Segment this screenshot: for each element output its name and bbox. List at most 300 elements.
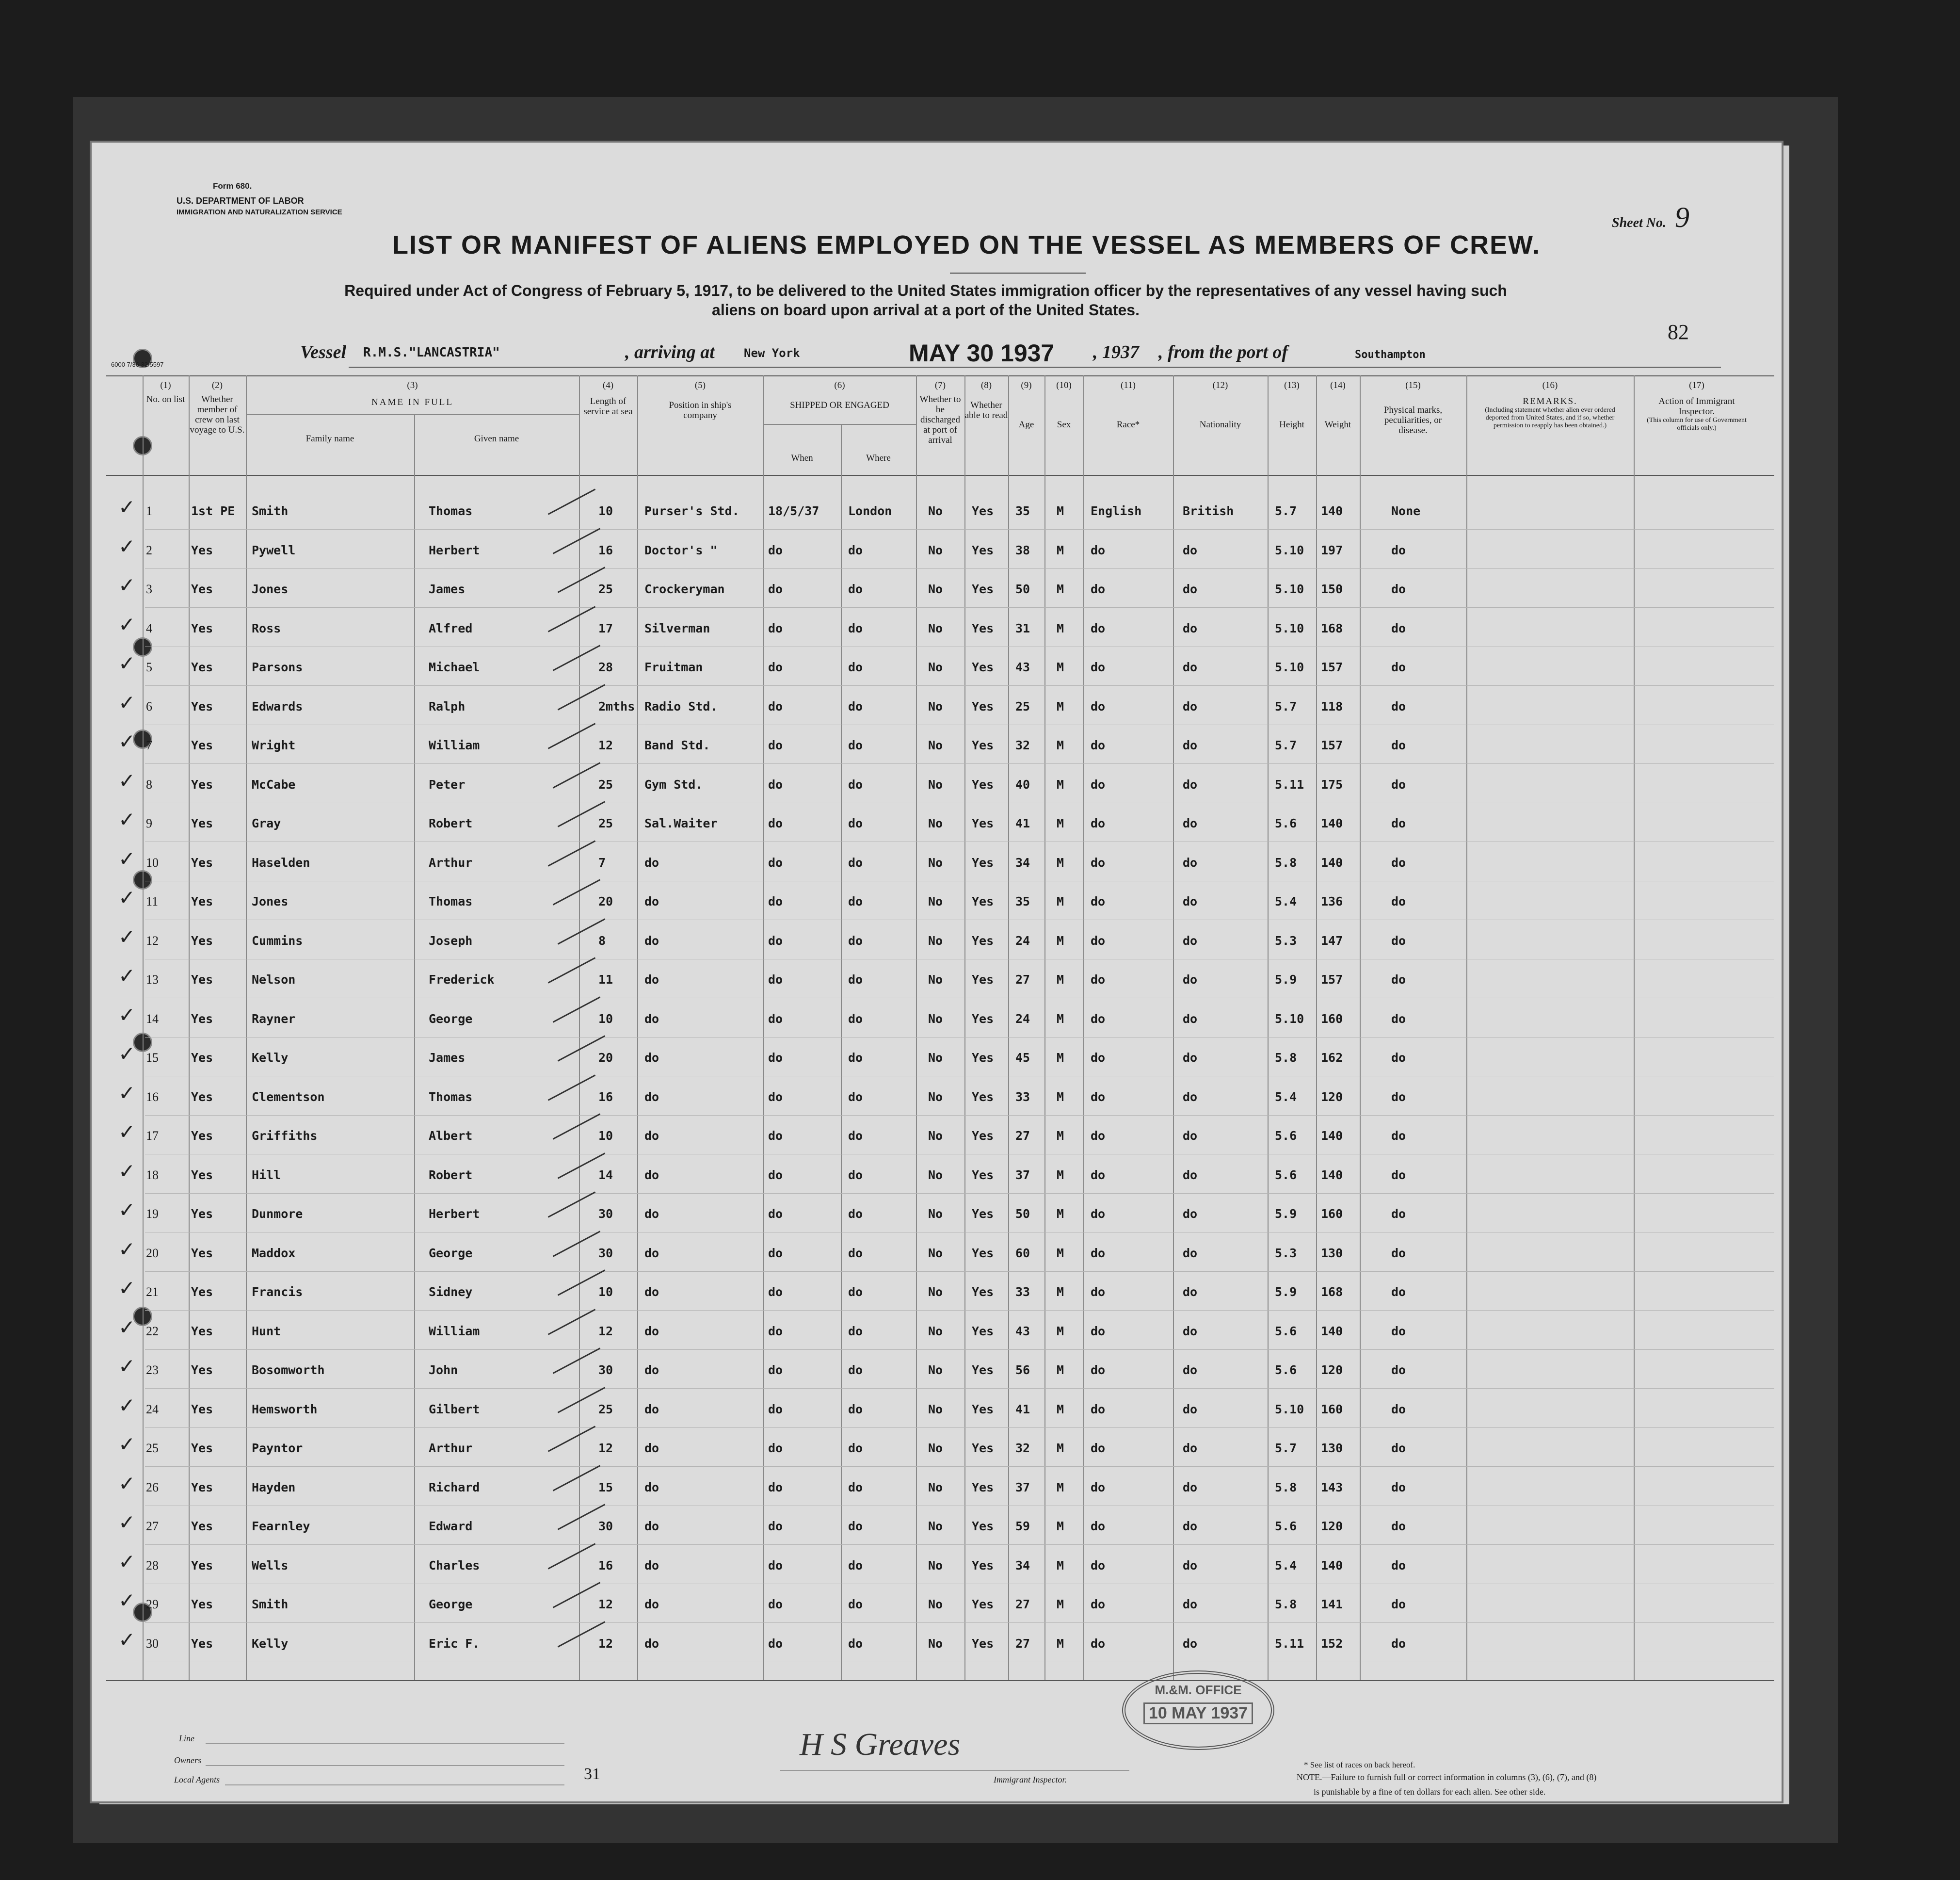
family-name-cell: Smith	[252, 504, 289, 518]
shipped-where-cell: do	[848, 777, 863, 792]
position-cell: Radio Std.	[644, 699, 718, 713]
weight-cell: 136	[1321, 894, 1343, 908]
col7-label: Whether to be discharged at port of arrival	[919, 394, 961, 445]
column-rule	[1083, 375, 1084, 1680]
nationality-cell: do	[1183, 1402, 1198, 1416]
weight-cell: 157	[1321, 738, 1343, 752]
physical-marks-cell: do	[1391, 816, 1406, 830]
discharged-cell: No	[928, 1363, 943, 1377]
col1-number: (1)	[160, 380, 171, 390]
shipped-when-cell: do	[768, 1246, 783, 1260]
nationality-cell: do	[1183, 582, 1198, 596]
row-number: 10	[146, 855, 159, 870]
nationality-cell: do	[1183, 1246, 1198, 1260]
race-cell: do	[1091, 972, 1106, 987]
able-to-read-cell: Yes	[972, 738, 994, 752]
shipped-where-cell: do	[848, 621, 863, 635]
col17-label: Action of Immigrant Inspector.	[1658, 396, 1735, 417]
nationality-cell: do	[1183, 1089, 1198, 1104]
service-length-cell: 25	[598, 1402, 613, 1416]
pen-stroke-mark	[553, 645, 601, 671]
physical-marks-cell: do	[1391, 894, 1406, 908]
discharged-cell: No	[928, 504, 943, 518]
inspector-label: Immigrant Inspector.	[994, 1775, 1067, 1784]
position-cell: Gym Std.	[644, 777, 703, 792]
age-cell: 25	[1015, 699, 1030, 713]
service-length-cell: 16	[598, 1089, 613, 1104]
col9-number: (9)	[1021, 380, 1032, 390]
discharged-cell: No	[928, 816, 943, 830]
race-cell: do	[1091, 1441, 1106, 1455]
physical-marks-cell: do	[1391, 1011, 1406, 1026]
nationality-cell: do	[1183, 1207, 1198, 1221]
sheet-label: Sheet No.	[1612, 215, 1666, 230]
given-name-cell: Arthur	[429, 855, 473, 870]
shipped-where-cell: do	[848, 1011, 863, 1026]
weight-cell: 147	[1321, 933, 1343, 948]
position-cell: Silverman	[644, 621, 710, 635]
races-note: * See list of races on back hereof.	[1304, 1760, 1415, 1769]
nationality-cell: do	[1183, 1011, 1198, 1026]
age-cell: 33	[1015, 1285, 1030, 1299]
age-cell: 24	[1015, 933, 1030, 948]
shipped-when-cell: do	[768, 1207, 783, 1221]
given-name-cell: Herbert	[429, 543, 480, 557]
weight-cell: 143	[1321, 1480, 1343, 1494]
row-number: 24	[146, 1402, 159, 1416]
col2-label: Whether member of crew on last voyage to U.S.	[190, 394, 245, 435]
shipped-where-cell: do	[848, 972, 863, 987]
row-rule	[145, 1427, 1774, 1428]
signature-rule	[780, 1770, 1129, 1771]
discharged-cell: No	[928, 1207, 943, 1221]
col14-number: (14)	[1330, 380, 1346, 390]
col6-where-header: Where	[866, 453, 891, 463]
weight-cell: 168	[1321, 621, 1343, 635]
discharged-cell: No	[928, 1402, 943, 1416]
stamp-line-1: M.&M. OFFICE	[1155, 1683, 1242, 1697]
pen-stroke-mark	[553, 996, 601, 1022]
able-to-read-cell: Yes	[972, 1246, 994, 1260]
height-cell: 5.6	[1275, 816, 1297, 830]
age-cell: 35	[1015, 894, 1030, 908]
col3-family-header: Family name	[305, 434, 354, 444]
owners-label: Owners	[174, 1755, 202, 1765]
col4-header	[579, 380, 637, 417]
family-name-cell: Hunt	[252, 1324, 281, 1338]
title-rule	[950, 273, 1086, 274]
family-name-cell: McCabe	[252, 777, 296, 792]
pen-stroke-mark	[548, 1191, 596, 1217]
weight-cell: 140	[1321, 1558, 1343, 1572]
shipped-where-cell: do	[848, 1402, 863, 1416]
col14-header	[1316, 380, 1360, 430]
pen-stroke-mark	[548, 488, 596, 515]
shipped-when-cell: do	[768, 1363, 783, 1377]
position-cell: do	[644, 1207, 659, 1221]
age-cell: 56	[1015, 1363, 1030, 1377]
service-length-cell: 15	[598, 1480, 613, 1494]
physical-marks-cell: do	[1391, 1519, 1406, 1533]
shipped-when-cell: do	[768, 1167, 783, 1182]
col10-number: (10)	[1056, 380, 1072, 390]
last-voyage-cell: Yes	[191, 699, 213, 713]
able-to-read-cell: Yes	[972, 1285, 994, 1299]
department: U.S. DEPARTMENT OF LABOR	[177, 196, 304, 206]
last-voyage-cell: Yes	[191, 1246, 213, 1260]
col17-number: (17)	[1689, 380, 1704, 390]
height-cell: 5.10	[1275, 621, 1304, 635]
position-cell: do	[644, 1441, 659, 1455]
col11-number: (11)	[1121, 380, 1136, 390]
age-cell: 34	[1015, 855, 1030, 870]
sex-cell: M	[1057, 1636, 1064, 1651]
line-rule	[206, 1743, 564, 1744]
service-length-cell: 20	[598, 894, 613, 908]
col7-number: (7)	[934, 380, 946, 390]
shipped-when-cell: 18/5/37	[768, 504, 819, 518]
family-name-cell: Payntor	[252, 1441, 303, 1455]
inspector-signature: H S Greaves	[800, 1727, 961, 1762]
height-cell: 5.8	[1275, 1480, 1297, 1494]
check-mark-icon: ✓	[118, 1081, 136, 1105]
nationality-cell: do	[1183, 543, 1198, 557]
row-number: 29	[146, 1597, 159, 1611]
sex-cell: M	[1057, 1519, 1064, 1533]
height-cell: 5.7	[1275, 504, 1297, 518]
physical-marks-cell: do	[1391, 1597, 1406, 1611]
check-mark-icon: ✓	[118, 534, 136, 558]
table-header-rule	[106, 475, 1774, 476]
weight-cell: 141	[1321, 1597, 1343, 1611]
row-number: 6	[146, 699, 152, 713]
service-length-cell: 12	[598, 1324, 613, 1338]
discharged-cell: No	[928, 1558, 943, 1572]
shipped-when-cell: do	[768, 1051, 783, 1065]
physical-marks-cell: do	[1391, 1089, 1406, 1104]
sex-cell: M	[1057, 1246, 1064, 1260]
sex-cell: M	[1057, 777, 1064, 792]
discharged-cell: No	[928, 1285, 943, 1299]
shipped-where-cell: do	[848, 660, 863, 674]
row-rule	[145, 1271, 1774, 1272]
physical-marks-cell: do	[1391, 582, 1406, 596]
family-name-cell: Maddox	[252, 1246, 296, 1260]
row-number: 27	[146, 1519, 159, 1533]
able-to-read-cell: Yes	[972, 1597, 994, 1611]
shipped-where-cell: do	[848, 1285, 863, 1299]
check-mark-icon: ✓	[118, 924, 136, 949]
physical-marks-cell: do	[1391, 660, 1406, 674]
height-cell: 5.10	[1275, 582, 1304, 596]
shipped-when-cell: do	[768, 855, 783, 870]
service-length-cell: 14	[598, 1167, 613, 1182]
discharged-cell: No	[928, 699, 943, 713]
able-to-read-cell: Yes	[972, 855, 994, 870]
service-length-cell: 30	[598, 1363, 613, 1377]
column-rule	[1008, 375, 1009, 1680]
family-name-cell: Hill	[252, 1167, 281, 1182]
weight-cell: 130	[1321, 1246, 1343, 1260]
race-cell: do	[1091, 582, 1106, 596]
family-name-cell: Haselden	[252, 855, 310, 870]
check-mark-icon: ✓	[118, 1354, 136, 1378]
col12-header	[1173, 380, 1268, 430]
last-voyage-cell: Yes	[191, 1011, 213, 1026]
row-number: 22	[146, 1324, 159, 1338]
nationality-cell: do	[1183, 699, 1198, 713]
row-number: 9	[146, 816, 152, 830]
row-rule	[145, 1115, 1774, 1116]
service-length-cell: 7	[598, 855, 606, 870]
check-mark-icon: ✓	[118, 612, 136, 636]
last-voyage-cell: Yes	[191, 1597, 213, 1611]
shipped-where-cell: do	[848, 1441, 863, 1455]
nationality-cell: do	[1183, 1324, 1198, 1338]
last-voyage-cell: Yes	[191, 1167, 213, 1182]
able-to-read-cell: Yes	[972, 543, 994, 557]
last-voyage-cell: Yes	[191, 1519, 213, 1533]
col3-header	[246, 380, 579, 407]
nationality-cell: do	[1183, 660, 1198, 674]
discharged-cell: No	[928, 1167, 943, 1182]
col6-header	[763, 380, 916, 410]
column-rule	[1634, 375, 1635, 1680]
given-name-cell: Alfred	[429, 621, 473, 635]
sex-cell: M	[1057, 582, 1064, 596]
last-voyage-cell: Yes	[191, 621, 213, 635]
line-label: Line	[179, 1734, 195, 1743]
given-name-cell: Charles	[429, 1558, 480, 1572]
check-mark-icon: ✓	[118, 495, 136, 519]
given-name-cell: Albert	[429, 1129, 473, 1143]
shipped-where-cell: do	[848, 699, 863, 713]
shipped-where-cell: do	[848, 1051, 863, 1065]
shipped-where-cell: do	[848, 1207, 863, 1221]
discharged-cell: No	[928, 1129, 943, 1143]
nationality-cell: do	[1183, 621, 1198, 635]
shipped-when-cell: do	[768, 1597, 783, 1611]
given-name-cell: Frederick	[429, 972, 495, 987]
race-cell: do	[1091, 1011, 1106, 1026]
family-name-cell: Dunmore	[252, 1207, 303, 1221]
sex-cell: M	[1057, 504, 1064, 518]
col15-number: (15)	[1405, 380, 1421, 390]
pen-stroke-mark	[548, 1426, 596, 1452]
given-name-cell: Michael	[429, 660, 480, 674]
discharged-cell: No	[928, 1011, 943, 1026]
position-cell: do	[644, 1051, 659, 1065]
physical-marks-cell: do	[1391, 1558, 1406, 1572]
able-to-read-cell: Yes	[972, 1129, 994, 1143]
last-voyage-cell: Yes	[191, 855, 213, 870]
given-name-cell: Herbert	[429, 1207, 480, 1221]
age-cell: 27	[1015, 1636, 1030, 1651]
given-name-cell: George	[429, 1246, 473, 1260]
service-length-cell: 25	[598, 816, 613, 830]
sex-cell: M	[1057, 1089, 1064, 1104]
row-number: 5	[146, 660, 152, 674]
column-rule	[637, 375, 638, 1680]
last-voyage-cell: Yes	[191, 1324, 213, 1338]
last-voyage-cell: Yes	[191, 972, 213, 987]
pen-stroke-mark	[553, 1582, 601, 1608]
last-voyage-cell: Yes	[191, 1363, 213, 1377]
pen-stroke-mark	[553, 879, 601, 905]
discharged-cell: No	[928, 1480, 943, 1494]
weight-cell: 168	[1321, 1285, 1343, 1299]
position-cell: do	[644, 1246, 659, 1260]
given-name-cell: Edward	[429, 1519, 473, 1533]
nationality-cell: do	[1183, 1636, 1198, 1651]
age-cell: 32	[1015, 1441, 1030, 1455]
position-cell: Purser's Std.	[644, 504, 739, 518]
able-to-read-cell: Yes	[972, 1167, 994, 1182]
sex-cell: M	[1057, 1480, 1064, 1494]
shipped-when-cell: do	[768, 543, 783, 557]
sex-cell: M	[1057, 894, 1064, 908]
nationality-cell: British	[1183, 504, 1234, 518]
pen-stroke-mark	[553, 528, 601, 554]
given-name-cell: Sidney	[429, 1285, 473, 1299]
weight-cell: 140	[1321, 816, 1343, 830]
shipped-when-cell: do	[768, 1324, 783, 1338]
age-cell: 33	[1015, 1089, 1030, 1104]
discharged-cell: No	[928, 1441, 943, 1455]
age-cell: 37	[1015, 1167, 1030, 1182]
service-length-cell: 2mths	[598, 699, 635, 713]
weight-cell: 197	[1321, 543, 1343, 557]
given-name-cell: Robert	[429, 816, 473, 830]
position-cell: Fruitman	[644, 660, 703, 674]
nationality-cell: do	[1183, 1285, 1198, 1299]
family-name-cell: Jones	[252, 582, 289, 596]
shipped-when-cell: do	[768, 1441, 783, 1455]
shipped-when-cell: do	[768, 699, 783, 713]
position-cell: do	[644, 1363, 659, 1377]
able-to-read-cell: Yes	[972, 504, 994, 518]
race-cell: do	[1091, 1285, 1106, 1299]
given-name-cell: William	[429, 738, 480, 752]
col6-label: SHIPPED OR ENGAGED	[790, 400, 889, 410]
service-length-cell: 10	[598, 1011, 613, 1026]
height-cell: 5.11	[1275, 777, 1304, 792]
vessel-line-rule	[349, 367, 1721, 368]
sex-cell: M	[1057, 1167, 1064, 1182]
column-rule	[1044, 375, 1045, 1680]
position-cell: Sal.Waiter	[644, 816, 718, 830]
position-cell: do	[644, 1011, 659, 1026]
shipped-when-cell: do	[768, 972, 783, 987]
weight-cell: 140	[1321, 504, 1343, 518]
position-cell: do	[644, 1167, 659, 1182]
row-number: 12	[146, 933, 159, 948]
note-line-1: NOTE.—Failure to furnish full or correct information in columns (3), (6), (7), and (8)	[1297, 1772, 1597, 1782]
row-rule	[145, 607, 1774, 608]
row-number: 18	[146, 1167, 159, 1182]
able-to-read-cell: Yes	[972, 1558, 994, 1572]
family-name-cell: Francis	[252, 1285, 303, 1299]
given-name-cell: Richard	[429, 1480, 480, 1494]
shipped-where-cell: do	[848, 933, 863, 948]
column-rule	[246, 375, 247, 1680]
agents-rule	[225, 1784, 564, 1785]
given-name-cell: James	[429, 1051, 466, 1065]
local-agents-label: Local Agents	[174, 1775, 220, 1784]
column-rule	[143, 375, 144, 1680]
weight-cell: 152	[1321, 1636, 1343, 1651]
col9-header	[1008, 380, 1044, 430]
col13-number: (13)	[1284, 380, 1300, 390]
discharged-cell: No	[928, 933, 943, 948]
weight-cell: 162	[1321, 1051, 1343, 1065]
col4-number: (4)	[602, 380, 614, 390]
physical-marks-cell: do	[1391, 972, 1406, 987]
age-cell: 43	[1015, 1324, 1030, 1338]
col3-number: (3)	[407, 380, 418, 390]
pen-stroke-mark	[548, 1074, 596, 1101]
pen-stroke-mark	[548, 723, 596, 749]
height-cell: 5.10	[1275, 1402, 1304, 1416]
shipped-when-cell: do	[768, 1089, 783, 1104]
shipped-when-cell: do	[768, 621, 783, 635]
service-length-cell: 12	[598, 1441, 613, 1455]
physical-marks-cell: do	[1391, 1441, 1406, 1455]
age-cell: 27	[1015, 1129, 1030, 1143]
shipped-when-cell: do	[768, 777, 783, 792]
check-mark-icon: ✓	[118, 886, 136, 909]
check-mark-icon: ✓	[118, 1471, 136, 1495]
row-number: 11	[146, 894, 159, 908]
family-name-cell: Hemsworth	[252, 1402, 318, 1416]
family-name-cell: Kelly	[252, 1051, 289, 1065]
nationality-cell: do	[1183, 816, 1198, 830]
last-voyage-cell: Yes	[191, 777, 213, 792]
service-length-cell: 10	[598, 504, 613, 518]
given-name-cell: Thomas	[429, 894, 473, 908]
last-voyage-cell: Yes	[191, 1051, 213, 1065]
col8-label: Whether able to read	[964, 400, 1008, 421]
physical-marks-cell: do	[1391, 1246, 1406, 1260]
given-name-cell: Thomas	[429, 504, 473, 518]
given-name-cell: Arthur	[429, 1441, 473, 1455]
race-cell: do	[1091, 1363, 1106, 1377]
note-line-2: is punishable by a fine of ten dollars for each alien. See other side.	[1314, 1787, 1546, 1797]
col1-label: No. on list	[146, 394, 185, 405]
sex-cell: M	[1057, 1051, 1064, 1065]
service-length-cell: 11	[598, 972, 613, 987]
nationality-cell: do	[1183, 1129, 1198, 1143]
check-mark-icon: ✓	[118, 964, 136, 988]
row-number: 2	[146, 543, 152, 557]
row-rule	[145, 1349, 1774, 1350]
last-voyage-cell: Yes	[191, 933, 213, 948]
nationality-cell: do	[1183, 1363, 1198, 1377]
able-to-read-cell: Yes	[972, 1480, 994, 1494]
check-mark-icon: ✓	[118, 1432, 136, 1456]
shipped-when-cell: do	[768, 1558, 783, 1572]
position-cell: Doctor's "	[644, 543, 718, 557]
race-cell: do	[1091, 543, 1106, 557]
col15-header	[1360, 380, 1466, 436]
row-rule	[145, 763, 1774, 764]
service-length-cell: 25	[598, 777, 613, 792]
given-name-cell: Thomas	[429, 1089, 473, 1104]
service-length-cell: 30	[598, 1519, 613, 1533]
age-cell: 50	[1015, 1207, 1030, 1221]
physical-marks-cell: do	[1391, 1363, 1406, 1377]
shipped-when-cell: do	[768, 1519, 783, 1533]
